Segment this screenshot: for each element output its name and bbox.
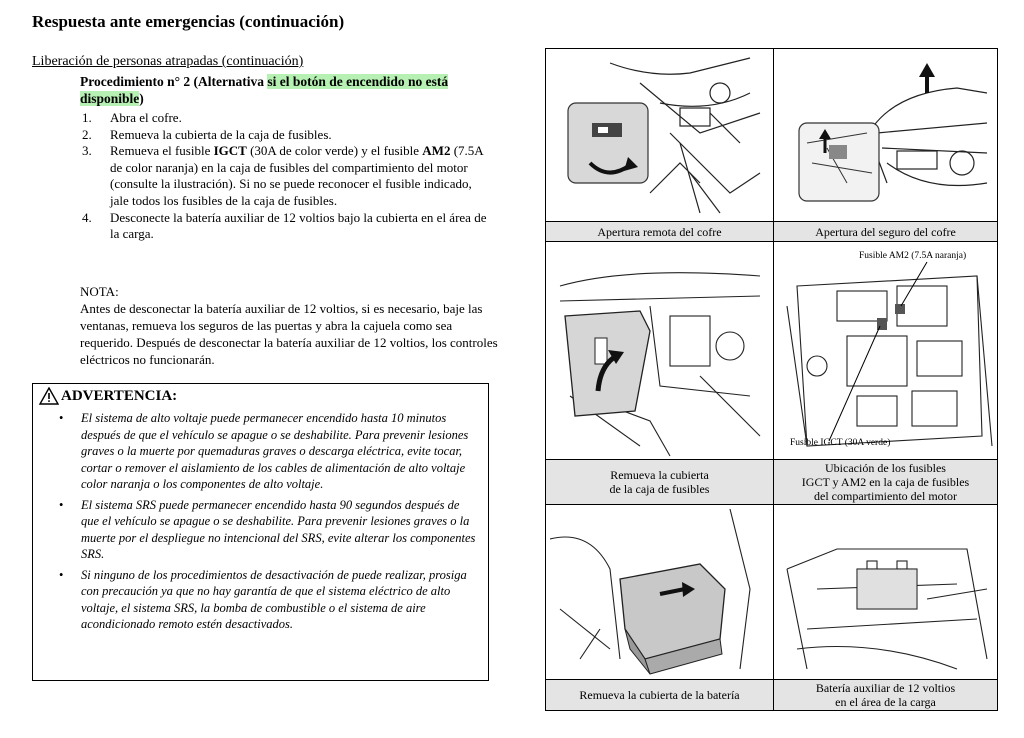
caption-line: Ubicación de los fusibles (825, 461, 946, 475)
bullet: • (59, 411, 64, 425)
grid-divider (546, 504, 997, 505)
steps-list (82, 110, 492, 243)
section-subtitle: Liberación de personas atrapadas (continuación) (32, 54, 304, 69)
caption-line: en el área de la carga (835, 695, 936, 709)
auxiliary-battery-illustration (777, 509, 995, 679)
warning-box (32, 383, 489, 681)
caption-line: de la caja de fusibles (609, 482, 710, 496)
figure-grid (545, 48, 998, 711)
hood-release-illustration (550, 53, 769, 221)
label-igct-fuse: Fusible IGCT (30A verde) (790, 438, 891, 448)
warning-item-text: Si ninguno de los procedimientos de desactivación de puede realizar, prosiga con precaución ya que no hay garantía de que el sistema eléctrico de alto voltaje, el sistema SRS, la bomba de combustible o el sistema de aire acondicionado remoto estén desactivados. (81, 567, 467, 631)
step-text-part: (30A de color verde) y el fusible (246, 143, 423, 159)
procedure-highlight: si el botón de encendido no está disponible (80, 74, 449, 106)
step-number: 1. (82, 110, 92, 125)
fuse-location-illustration (777, 246, 995, 459)
caption-hood-release (546, 221, 773, 241)
note-block (80, 283, 500, 368)
fuse-igct-label: IGCT (213, 143, 247, 159)
step-item (82, 210, 492, 243)
warning-item (59, 497, 479, 563)
label-am2-fuse: Fusible AM2 (7.5A naranja) (859, 251, 967, 261)
step-text: Remueva la cubierta de la caja de fusibles. (110, 126, 332, 142)
caption-auxiliary-battery (774, 679, 997, 710)
grid-divider (773, 49, 774, 710)
page-title: Respuesta ante emergencias (continuación) (32, 12, 345, 31)
caption-hood-latch (774, 221, 997, 241)
warning-heading (39, 387, 177, 405)
warning-item-text: El sistema SRS puede permanecer encendido hasta 90 segundos después de que el vehículo se apague o se deshabilite. Para prevenir lesiones graves o la muerte por el despliegue no intencional del SRS, evite alterar los componentes SRS. (81, 497, 476, 561)
caption-line: Batería auxiliar de 12 voltios (815, 681, 956, 695)
step-text-part: (7.5A de color naranja) en la caja de fusibles del compartimiento del motor (consulte la ilustración). Si no se puede reconocer el fusible indicado, jale todos los fusibles de la caja de fusibles. (110, 143, 483, 208)
step-item (82, 143, 492, 209)
step-text: Desconecte la batería auxiliar de 12 voltios bajo la cubierta en el área de la carga. (110, 209, 487, 242)
bullet: • (59, 567, 64, 582)
step-text-part: Remueva el fusible (110, 143, 214, 159)
step-item (82, 127, 492, 144)
warning-triangle-icon (39, 387, 59, 405)
hood-latch-illustration (777, 53, 995, 221)
caption-text: Remueva la cubierta de la batería (579, 688, 740, 702)
caption-line: IGCT y AM2 en la caja de fusibles (801, 475, 970, 489)
caption-line: Remueva la cubierta (610, 468, 709, 482)
caption-line: del compartimiento del motor (814, 489, 957, 503)
warning-heading-text: ADVERTENCIA: (61, 387, 178, 404)
step-number: 3. (82, 143, 92, 159)
warning-item-text: El sistema de alto voltaje puede permanecer encendido hasta 10 minutos después de que el vehículo se apague o se deshabilite. Para prevenir lesiones graves o la muerte por quemaduras graves o descarga eléctrica, evite tocar, cortar o remover el aislamiento de los cables de alimentación de alto voltaje color naranja o los componentes de alto voltaje. (81, 411, 469, 491)
caption-text: Apertura del seguro del cofre (815, 224, 956, 239)
caption-fusebox-cover (546, 459, 773, 504)
caption-text: Apertura remota del cofre (597, 224, 722, 239)
fusebox-cover-illustration (550, 246, 769, 459)
warning-item (59, 567, 479, 633)
procedure-heading (80, 73, 480, 107)
fuse-am2-label: AM2 (422, 143, 451, 159)
caption-fuse-location (774, 459, 997, 504)
note-label: NOTA: (80, 284, 119, 299)
warning-list (59, 410, 479, 637)
bullet: • (59, 497, 64, 512)
step-text (110, 143, 492, 209)
step-item (82, 110, 492, 127)
procedure-label: Procedimiento n° 2 (Alternativa (80, 74, 264, 89)
procedure-close: ) (139, 91, 144, 106)
battery-cover-illustration (550, 509, 769, 679)
warning-item (59, 410, 479, 493)
grid-divider (546, 241, 997, 242)
note-text: Antes de desconectar la batería auxiliar de 12 voltios, si es necesario, baje las ventanas, remueva los seguros de las puertas y abra la cajuela como sea requerido. Después de desconectar la batería auxiliar de 12 voltios, los controles eléctricos no funcionarán. (80, 301, 498, 367)
caption-battery-cover (546, 679, 773, 710)
step-text: Abra el cofre. (110, 110, 182, 125)
step-number: 2. (82, 126, 92, 142)
step-number: 4. (82, 209, 92, 225)
